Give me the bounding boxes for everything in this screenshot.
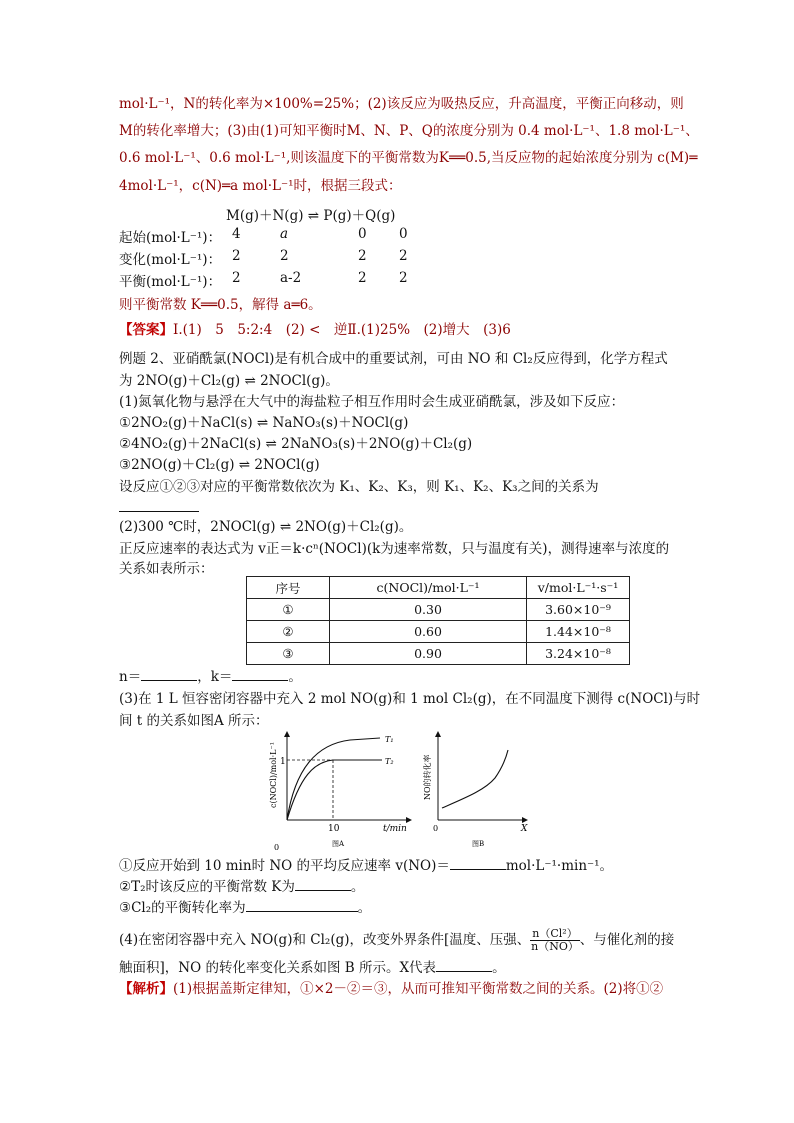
q4-text-c: 触面积]，NO 的转化率变化关系如图 B 所示。X代表 — [119, 960, 437, 976]
q4-blank[interactable] — [436, 957, 492, 972]
row-value: 0 — [358, 226, 367, 242]
q2-relation: 关系如表所示： — [119, 561, 214, 577]
curve-t2 — [287, 760, 382, 820]
q4-line-2 — [119, 957, 506, 978]
row-value: 2 — [358, 248, 367, 264]
q3-b-blank[interactable] — [295, 876, 351, 891]
graph-a-ylabel: c(NOCl)/mol·L⁻¹ — [269, 742, 278, 808]
reaction-1: ①2NO₂(g)＋NaCl(s) ⇌ NaNO₃(s)＋NOCl(g) — [119, 415, 409, 431]
graph-b — [420, 728, 534, 852]
graph-b-xlabel: X — [521, 824, 528, 834]
k-blank[interactable] — [232, 666, 288, 681]
graph-a — [262, 728, 418, 852]
analysis-line — [119, 979, 663, 999]
t1-label: T₁ — [385, 735, 394, 744]
q4-text-b: 、与催化剂的接 — [579, 932, 675, 948]
q4-text-a: (4)在密闭容器中充入 NO(g)和 Cl₂(g)，改变外界条件[温度、压强、 — [119, 932, 531, 948]
table-cell: ② — [247, 621, 330, 643]
example2-intro-2: 为 2NO(g)＋Cl₂(g) ⇌ 2NOCl(g)。 — [119, 373, 339, 389]
table-cell: 3.24×10⁻⁸ — [527, 643, 630, 665]
solution-line-1: mol·L⁻¹，N的转化率为×100%=25%；(2)该反应为吸热反应，升高温度，平衡正向移动，则 — [119, 96, 684, 112]
row-label: 起始(mol·L⁻¹)： — [119, 230, 222, 246]
n-blank[interactable] — [141, 666, 197, 681]
punctuation: 。 — [288, 669, 302, 685]
q3-c-text: ③Cl₂的平衡转化率为 — [119, 900, 246, 916]
q1-intro: (1)氮氧化物与悬浮在大气中的海盐粒子相互作用时会生成亚硝酰氯，涉及如下反应： — [119, 394, 625, 410]
row-value: 2 — [358, 270, 367, 286]
table-cell: 1.44×10⁻⁸ — [527, 621, 630, 643]
row-value: 0 — [399, 226, 408, 242]
row-value: 2 — [232, 248, 241, 264]
curve-t1 — [287, 738, 380, 820]
table-cell: ① — [247, 599, 330, 621]
graph-a-tick-y: 1 — [280, 757, 286, 767]
rate-table — [246, 576, 630, 665]
punctuation: 。 — [357, 900, 372, 916]
row-value: a-2 — [280, 270, 302, 286]
solution-final: 则平衡常数 K══0.5，解得 a═6。 — [119, 297, 322, 313]
row-value: 2 — [280, 248, 289, 264]
graph-b-caption: 图B — [472, 840, 485, 848]
graph-a-caption: 图A — [332, 840, 345, 848]
graph-a-xlabel: t/min — [383, 824, 407, 834]
table-cell: ③ — [247, 643, 330, 665]
table-cell: 0.60 — [330, 621, 527, 643]
q3-intro-1: (3)在 1 L 恒容密闭容器中充入 2 mol NO(g)和 1 mol Cl₂(g)，在不同温度下测得 c(NOCl)与时 — [119, 691, 701, 707]
graph-b-origin: 0 — [433, 824, 439, 833]
q3-a-unit: mol·L⁻¹·min⁻¹。 — [505, 858, 614, 874]
q1-answer-blank[interactable] — [119, 497, 199, 518]
q4-line-1 — [119, 928, 674, 953]
three-stage-equation: M(g)＋N(g) ⇌ P(g)＋Q(g) — [226, 208, 396, 224]
fraction-denominator: n（NO） — [531, 940, 579, 953]
k-label: ，k＝ — [197, 669, 233, 685]
n-label: n＝ — [119, 669, 142, 685]
reaction-2: ②4NO₂(g)＋2NaCl(s) ⇌ 2NaNO₃(s)＋2NO(g)＋Cl₂(g) — [119, 436, 473, 452]
punctuation: 。 — [350, 879, 365, 895]
graph-a-origin: 0 — [274, 843, 280, 852]
curve-b — [442, 750, 508, 808]
y-axis-arrow — [284, 731, 290, 737]
q3-b-text: ②T₂时该反应的平衡常数 K为 — [119, 879, 295, 895]
q3-part-b — [119, 876, 364, 897]
table-cell: 3.60×10⁻⁹ — [527, 599, 630, 621]
answer-tag: 【答案】 — [119, 322, 173, 338]
answer-text: Ⅰ.(1) 5 5:2:4 (2) < 逆Ⅱ.(1)25% (2)增大 (3)6 — [173, 322, 511, 338]
q3-part-c — [119, 897, 371, 918]
row-label: 变化(mol·L⁻¹)： — [119, 252, 222, 268]
row-value: 2 — [232, 270, 241, 286]
row-value: a — [280, 226, 289, 242]
table-cell: 0.90 — [330, 643, 527, 665]
q3-a-text: ①反应开始到 10 min时 NO 的平均反应速率 v(NO)＝ — [119, 858, 450, 874]
graph-b-ylabel: NO的转化率 — [423, 754, 432, 800]
x-axis-arrow — [406, 817, 412, 823]
example2-intro-1: 例题 2、亚硝酰氯(NOCl)是有机合成中的重要试剂，可由 NO 和 Cl₂反应得到，化学方程式 — [119, 351, 668, 367]
table-header: 序号 — [247, 577, 330, 599]
punctuation: 。 — [492, 960, 506, 976]
q2-blanks — [119, 666, 302, 687]
solution-line-3: 0.6 mol·L⁻¹、0.6 mol·L⁻¹,则该温度下的平衡常数为K══0.5,当反应物的起始浓度分别为 c(M)═ — [119, 150, 698, 166]
row-value: 4 — [232, 226, 241, 242]
table-cell: 0.30 — [330, 599, 527, 621]
answer-line — [119, 320, 511, 340]
table-row — [247, 643, 630, 665]
q3-a-blank[interactable] — [450, 855, 506, 870]
analysis-text: (1)根据盖斯定律知，①×2－②＝③，从而可推知平衡常数之间的关系。(2)将①② — [173, 981, 664, 997]
row-label: 平衡(mol·L⁻¹)： — [119, 274, 222, 290]
q1-question: 设反应①②③对应的平衡常数依次为 K₁、K₂、K₃，则 K₁、K₂、K₃之间的关系为 — [119, 479, 599, 495]
ratio-fraction — [530, 928, 579, 953]
solution-line-4: 4mol·L⁻¹，c(N)═a mol·L⁻¹时，根据三段式： — [119, 178, 402, 194]
t2-label: T₂ — [385, 757, 394, 766]
x-axis-arrow — [522, 817, 528, 823]
q3-part-a — [119, 855, 613, 876]
solution-line-2: M的转化率增大；(3)由(1)可知平衡时M、N、P、Q的浓度分别为 0.4 mol·L⁻¹、1.8 mol·L⁻¹、 — [119, 123, 699, 139]
y-axis-arrow — [435, 731, 441, 737]
row-value: 2 — [399, 270, 408, 286]
table-header: v/mol·L⁻¹·s⁻¹ — [527, 577, 630, 599]
q3-c-blank[interactable] — [246, 897, 358, 912]
table-header-row — [247, 577, 630, 599]
graph-a-tick-x: 10 — [328, 824, 340, 834]
table-header: c(NOCl)/mol·L⁻¹ — [330, 577, 527, 599]
reaction-3: ③2NO(g)＋Cl₂(g) ⇌ 2NOCl(g) — [119, 457, 320, 473]
table-row — [247, 599, 630, 621]
q3-intro-2: 间 t 的关系如图A 所示： — [119, 713, 269, 729]
q2-intro: (2)300 ℃时，2NOCl(g) ⇌ 2NO(g)＋Cl₂(g)。 — [119, 519, 413, 535]
table-row — [247, 621, 630, 643]
analysis-tag: 【解析】 — [119, 981, 173, 997]
fraction-numerator: n（Cl²） — [532, 927, 578, 940]
q2-rate-expression: 正反应速率的表达式为 v正＝k·cⁿ(NOCl)(k为速率常数，只与温度有关)，测得速率与浓度的 — [119, 541, 670, 557]
row-value: 2 — [399, 248, 408, 264]
